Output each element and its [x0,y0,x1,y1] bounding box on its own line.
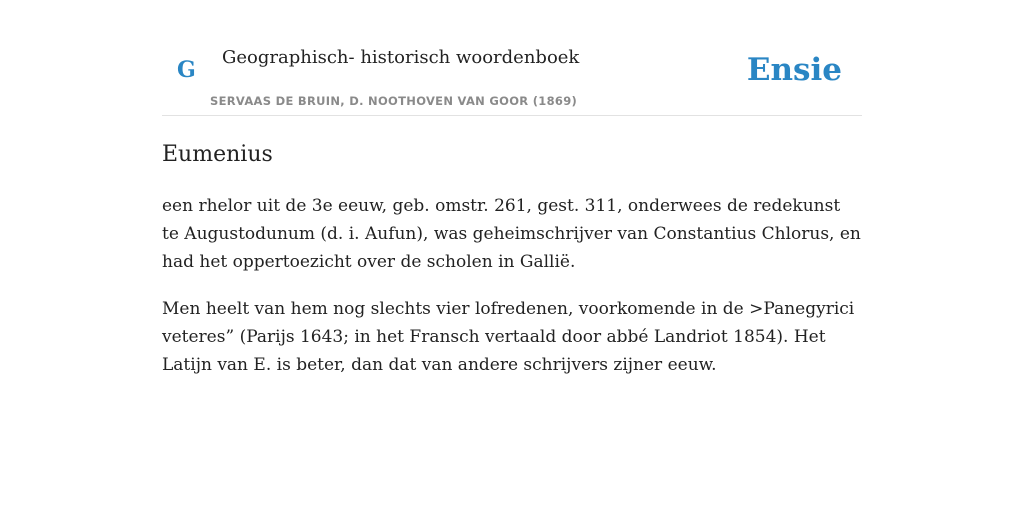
entry-body [162,192,862,379]
entry-paragraph: Men heelt van hem nog slechts vier lofredenen, voorkomende in de >Panegyrici veteres” (Parijs 1643; in het Fransch vertaald door abbé Landriot 1854). Het Latijn van E. is beter, dan dat van andere schrijvers zijner eeuw. [162,299,855,375]
book-letter-icon[interactable]: G [177,57,196,83]
page-container [162,0,862,379]
book-authors: SERVAAS DE BRUIN, D. NOOTHOVEN VAN GOOR (1869) [210,94,578,108]
entry-title: Eumenius [162,142,273,167]
book-title[interactable]: Geographisch- historisch woordenboek [222,47,580,68]
entry-paragraph: een rhelor uit de 3e eeuw, geb. omstr. 261, gest. 311, onderwees de redekunst te Augustodunum (d. i. Aufun), was geheimschrijver van Constantius Chlorus, en had het oppertoezicht over de scholen in Gallië. [162,196,861,272]
ensie-logo[interactable]: Ensie [746,52,842,88]
book-header [162,0,862,116]
